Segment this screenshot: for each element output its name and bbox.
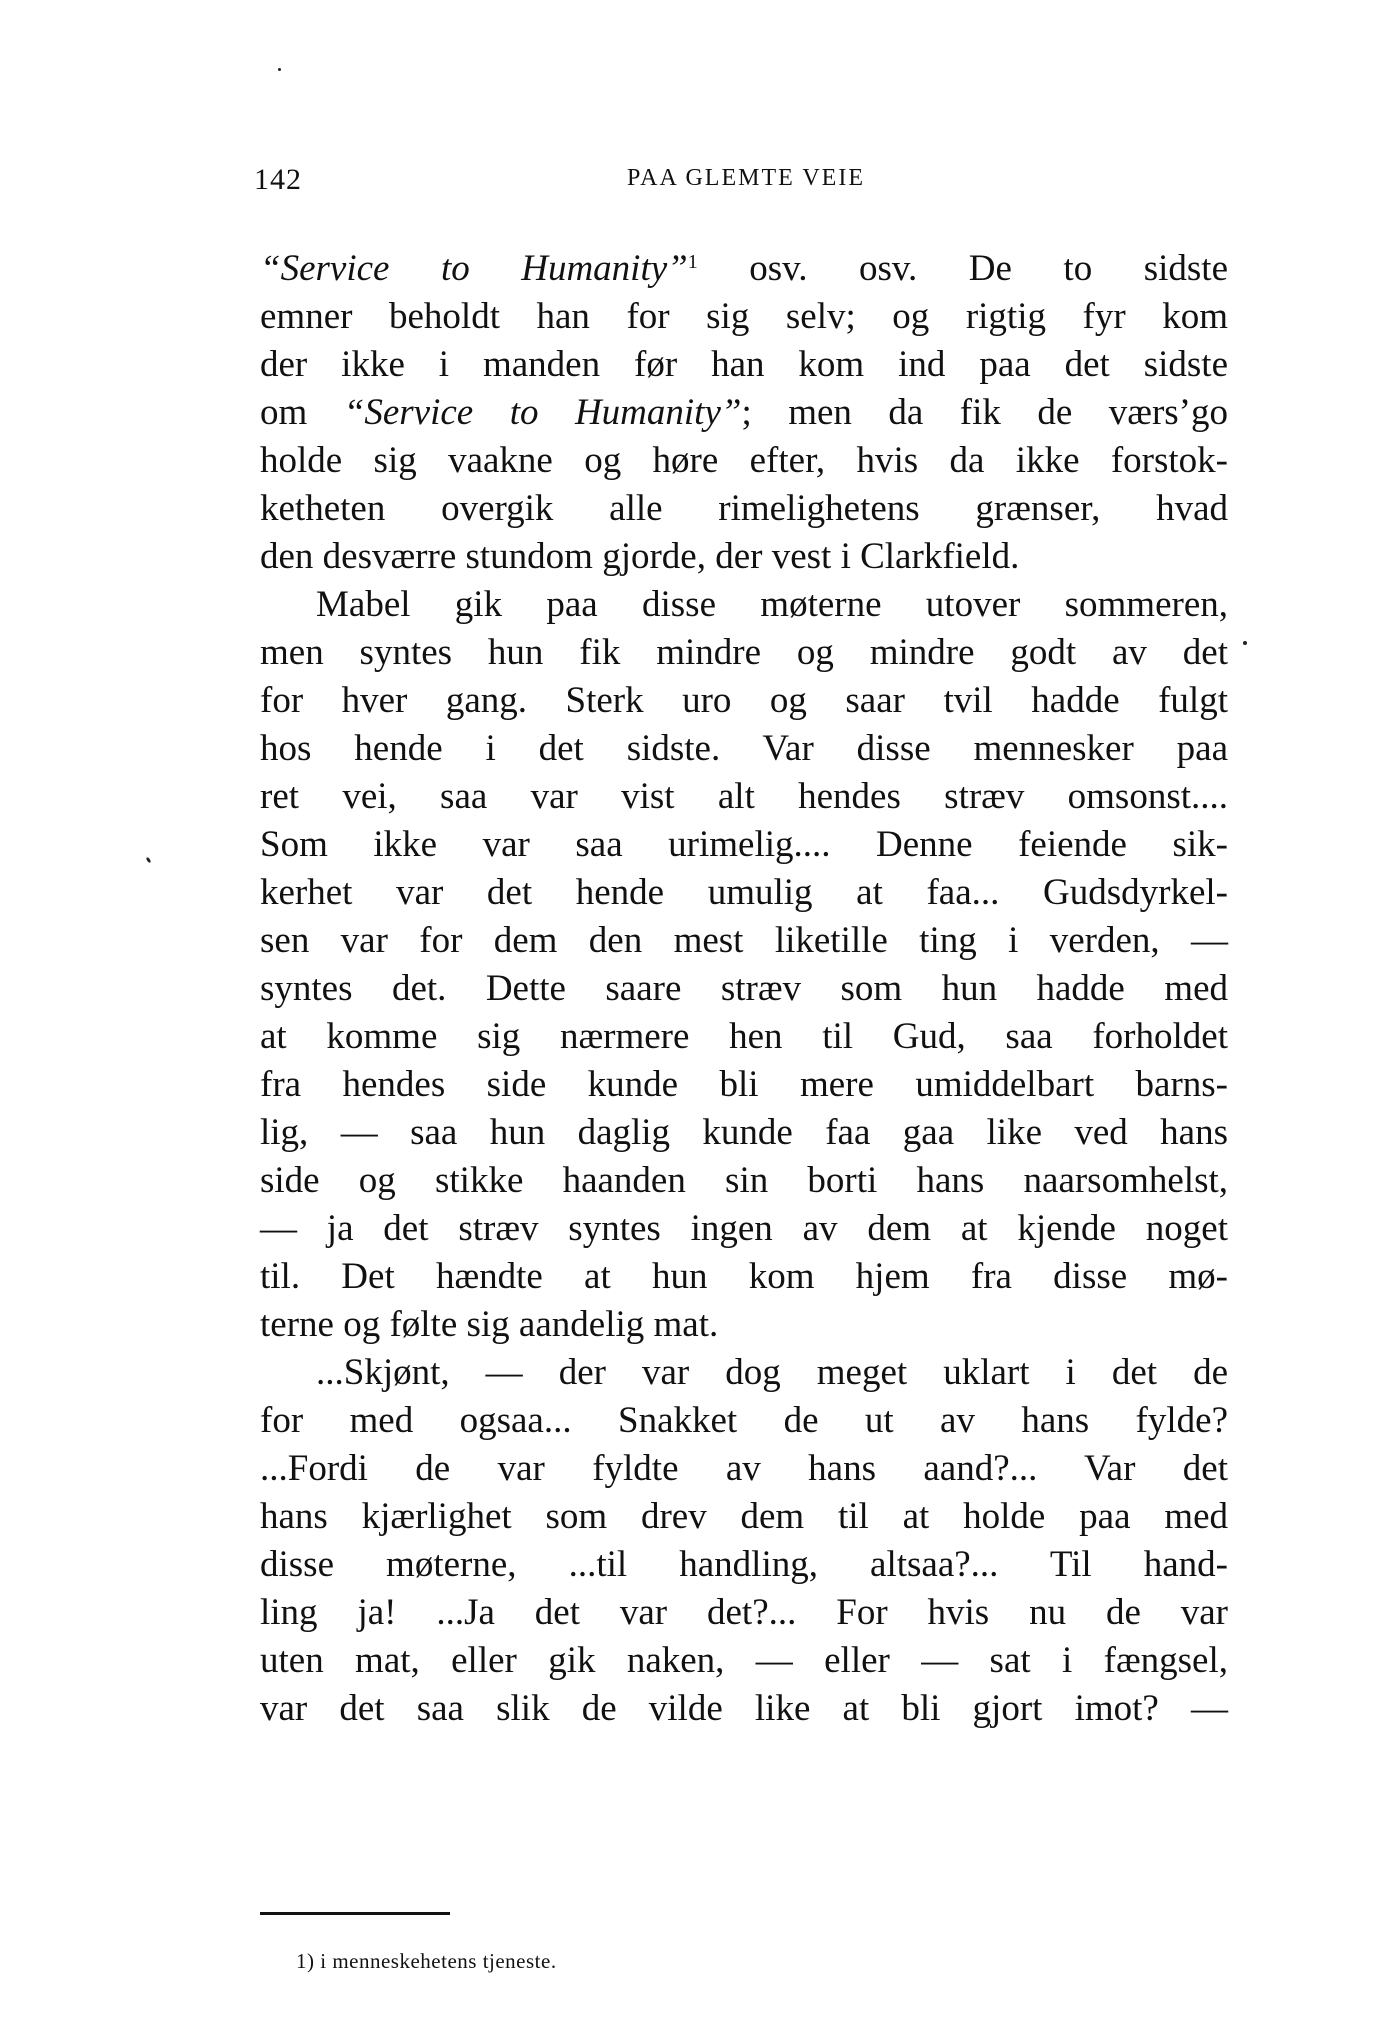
text-line: ling ja! ...Ja det var det?... For hvis nu de var xyxy=(260,1592,1228,1633)
text-segment: ; men da fik de værs’go xyxy=(741,392,1228,433)
text-line: for med ogsaa... Snakket de ut av hans fylde? xyxy=(260,1400,1228,1441)
text-line: hos hende i det sidste. Var disse mennesker paa xyxy=(260,728,1228,769)
print-speck xyxy=(146,857,152,864)
text-line xyxy=(260,389,1228,437)
text-line: — ja det stræv syntes ingen av dem at kjende noget xyxy=(260,1208,1228,1249)
text-segment: osv. osv. De to sidste xyxy=(697,248,1228,289)
text-line: at komme sig nærmere hen til Gud, saa forholdet xyxy=(260,1016,1228,1057)
text-line: den desværre stundom gjorde, der vest i Clarkfield. xyxy=(260,536,1020,577)
text-line: ret vei, saa var vist alt hendes stræv omsonst.... xyxy=(260,776,1228,817)
text-line: hans kjærlighet som drev dem til at holde paa med xyxy=(260,1496,1228,1537)
running-title: PAA GLEMTE VEIE xyxy=(626,165,865,191)
text-line: syntes det. Dette saare stræv som hun hadde med xyxy=(260,968,1228,1009)
text-segment: om xyxy=(260,392,344,433)
text-line: Som ikke var saa urimelig.... Denne feiende sik- xyxy=(260,824,1228,865)
text-line: ...Skjønt, — der var dog meget uklart i det de xyxy=(316,1352,1228,1393)
text-line: ...Fordi de var fyldte av hans aand?... Var det xyxy=(260,1448,1228,1489)
text-line: lig, — saa hun daglig kunde faa gaa like ved hans xyxy=(260,1112,1228,1153)
text-line: emner beholdt han for sig selv; og rigtig fyr kom xyxy=(260,296,1228,337)
footnote: 1) i menneskehetens tjeneste. xyxy=(296,1949,557,1973)
italic-title: “Service to Humanity” xyxy=(260,248,688,289)
text-line: men syntes hun fik mindre og mindre godt av det xyxy=(260,632,1228,673)
footnote-divider xyxy=(260,1912,450,1915)
text-line: sen var for dem den mest liketille ting i verden, — xyxy=(260,920,1228,961)
text-line: for hver gang. Sterk uro og saar tvil hadde fulgt xyxy=(260,680,1228,721)
page-header xyxy=(254,155,1238,203)
text-line: disse møterne, ...til handling, altsaa?... Til hand- xyxy=(260,1544,1228,1585)
page-number: 142 xyxy=(254,163,302,196)
text-line: var det saa slik de vilde like at bli gjort imot? — xyxy=(260,1688,1228,1729)
text-line: til. Det hændte at hun kom hjem fra disse mø- xyxy=(260,1256,1228,1297)
text-line: side og stikke haanden sin borti hans naarsomhelst, xyxy=(260,1160,1228,1201)
text-line: der ikke i manden før han kom ind paa det sidste xyxy=(260,344,1228,385)
text-line: terne og følte sig aandelig mat. xyxy=(260,1304,719,1345)
print-speck xyxy=(1243,641,1247,645)
text-line: Mabel gik paa disse møterne utover sommeren, xyxy=(316,584,1228,625)
print-speck xyxy=(278,68,281,71)
footnote-reference: 1 xyxy=(687,251,698,273)
text-line: fra hendes side kunde bli mere umiddelbart barns- xyxy=(260,1064,1228,1105)
text-line: uten mat, eller gik naken, — eller — sat i fængsel, xyxy=(260,1640,1228,1681)
italic-title: “Service to Humanity” xyxy=(343,392,742,433)
text-line: ketheten overgik alle rimelighetens grænser, hvad xyxy=(260,488,1228,529)
text-line: holde sig vaakne og høre efter, hvis da ikke forstok- xyxy=(260,440,1228,481)
text-line: kerhet var det hende umulig at faa... Gudsdyrkel- xyxy=(260,872,1228,913)
text-line xyxy=(260,245,1228,293)
